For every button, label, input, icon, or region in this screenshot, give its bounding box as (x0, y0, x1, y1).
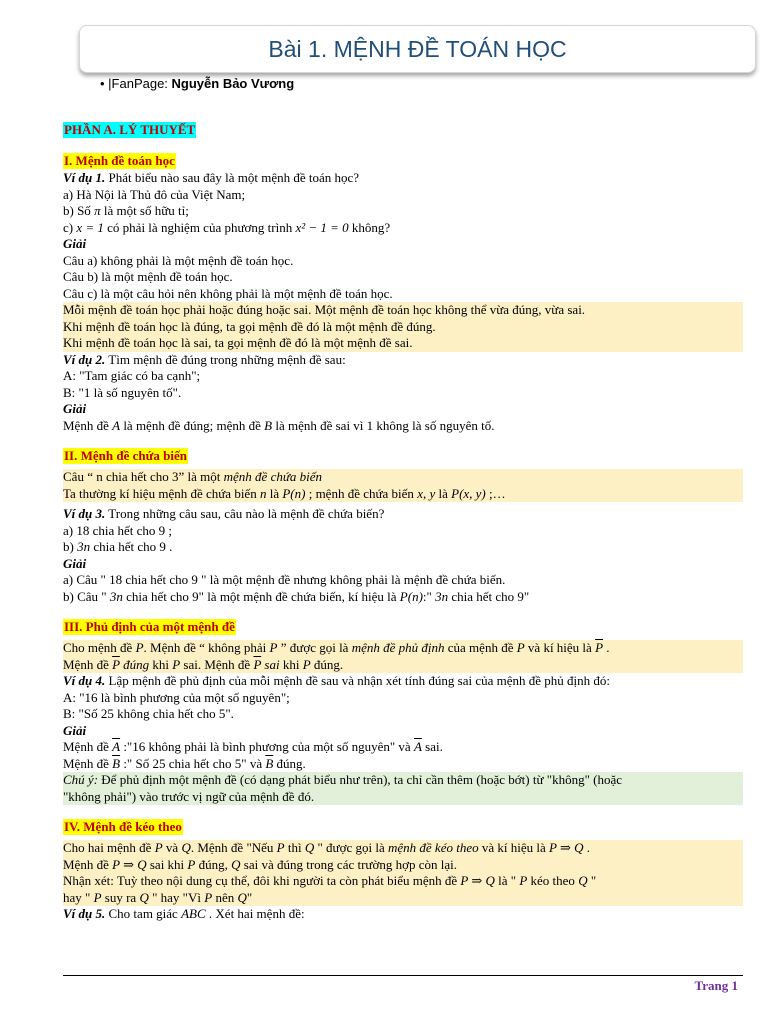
example-1-option-c: c) x = 1 có phải là nghiệm của phương trình x² − 1 = 0 không? (63, 219, 391, 235)
example-2-question: Ví dụ 2. Tìm mệnh đề đúng trong những mệnh đề sau: (63, 351, 346, 367)
example-1-question: Ví dụ 1. Phát biểu nào sau đây là một mệnh đề toán học? (63, 170, 360, 185)
section-1-heading: I. Mệnh đề toán học (64, 153, 175, 168)
note-box: Chú ý: Để phủ định một mệnh đề (có dạng phát biểu như trên), ta chỉ cần thêm (hoặc bớt) từ "không" (hoặc "không phải") vào trước vị ngữ của mệnh đề đó. (63, 772, 743, 805)
example-3-option-b: b) 3n chia hết cho 9 . (63, 539, 173, 554)
solution-line: a) Câu " 18 chia hết cho 9 " là một mệnh đề nhưng không phải là mệnh đề chứa biến. (63, 572, 506, 587)
solution-line: Mệnh đề A là mệnh đề đúng; mệnh đề B là mệnh đề sai vì 1 không là số nguyên tố. (63, 417, 495, 433)
solution-line: Mệnh đề $\overline{B}$ :" Số 25 chia hết cho 5" và $\overline{B}$ đúng. (63, 755, 306, 771)
solution-label: Giải (63, 401, 87, 416)
solution-line: Câu c) là một câu hỏi nên không phải là một mệnh đề toán học. (63, 285, 393, 301)
example-3-question: Ví dụ 3. Trong những câu sau, câu nào là mệnh đề chứa biến? (63, 506, 385, 521)
definition-box: Cho hai mệnh đề P và Q. Mệnh đề "Nếu P thì Q " được gọi là mệnh đề kéo theo và kí hiệu là P ⇒ Q . Mệnh đề P ⇒ Q sai khi P đúng, Q sai và đúng trong các trường hợp còn lại. Nhận xét: Tuỳ theo nội dung cụ thể, đôi khi người ta còn phát biểu mệnh đề P ⇒ Q là " P kéo theo Q " hay " P suy ra Q " hay "Vì P nên Q" (63, 840, 743, 906)
definition-box: Câu “ n chia hết cho 3” là một mệnh đề chứa biến Ta thường kí hiệu mệnh đề chứa biến n là P(n) ; mệnh đề chứa biến x, y là P(x, y) ;… (63, 469, 743, 502)
example-2-statement-a: A: "Tam giác có ba cạnh"; (63, 368, 201, 383)
solution-line: Câu b) là một mệnh đề toán học. (63, 269, 233, 284)
solution-label: Giải (63, 236, 87, 251)
footer-divider (63, 975, 743, 976)
fanpage-name: Nguyễn Bảo Vương (171, 76, 295, 91)
definition-box: Mỗi mệnh đề toán học phải hoặc đúng hoặc sai. Một mệnh đề toán học không thể vừa đúng, vừa sai. Khi mệnh đề toán học là đúng, ta gọi mệnh đề đó là một mệnh đề đúng. Khi mệnh đề toán học là sai, ta gọi mệnh đề đó là một mệnh đề sai. (63, 302, 743, 352)
example-4-question: Ví dụ 4. Lập mệnh đề phủ định của mỗi mệnh đề sau và nhận xét tính đúng sai của mệnh đề phủ định đó: (63, 673, 610, 688)
document-body (63, 121, 743, 923)
section-3-heading: III. Phủ định của một mệnh đề (64, 619, 235, 634)
example-4-statement-a: A: "16 là bình phương của một số nguyên"; (63, 689, 290, 705)
solution-line: b) Câu " 3n chia hết cho 9" là một mệnh đề chứa biến, kí hiệu là P(n):" 3n chia hết cho 9" (63, 588, 530, 604)
example-1-option-b: b) Số π là một số hữu tỉ; (63, 203, 189, 218)
solution-label: Giải (63, 555, 87, 571)
solution-line: Mệnh đề $\overline{A}$ :"16 không phải là bình phương của một số nguyên" và $\overline{A}$ sai. (63, 739, 443, 754)
page-title: Bài 1. MỆNH ĐỀ TOÁN HỌC (268, 35, 567, 62)
part-a-heading: PHẦN A. LÝ THUYẾT (64, 122, 196, 137)
fanpage-line (100, 76, 294, 91)
page-number: Trang 1 (694, 978, 738, 993)
example-4-statement-b: B: "Số 25 không chia hết cho 5". (63, 706, 234, 721)
solution-label: Giải (63, 722, 87, 738)
example-3-option-a: a) 18 chia hết cho 9 ; (63, 522, 173, 538)
fanpage-label: • |FanPage: (100, 76, 172, 91)
example-1-option-a: a) Hà Nội là Thủ đô của Việt Nam; (63, 186, 246, 202)
solution-line: Câu a) không phải là một mệnh đề toán học. (63, 252, 294, 268)
example-2-statement-b: B: "1 là số nguyên tố". (63, 384, 182, 400)
section-2-heading: II. Mệnh đề chứa biến (64, 448, 188, 463)
title-box (79, 25, 756, 73)
definition-box: Cho mệnh đề P. Mệnh đề “ không phải P ” được gọi là mệnh đề phủ định của mệnh đề P và kí hiệu là $\overline{P}$ . Mệnh đề $\overline{P}$ đúng khi P sai. Mệnh đề $\overline{P}$ sai khi P đúng. (63, 640, 743, 673)
example-5-question: Ví dụ 5. Cho tam giác ABC . Xét hai mệnh đề: (63, 906, 305, 921)
section-4-heading: IV. Mệnh đề kéo theo (64, 819, 182, 834)
